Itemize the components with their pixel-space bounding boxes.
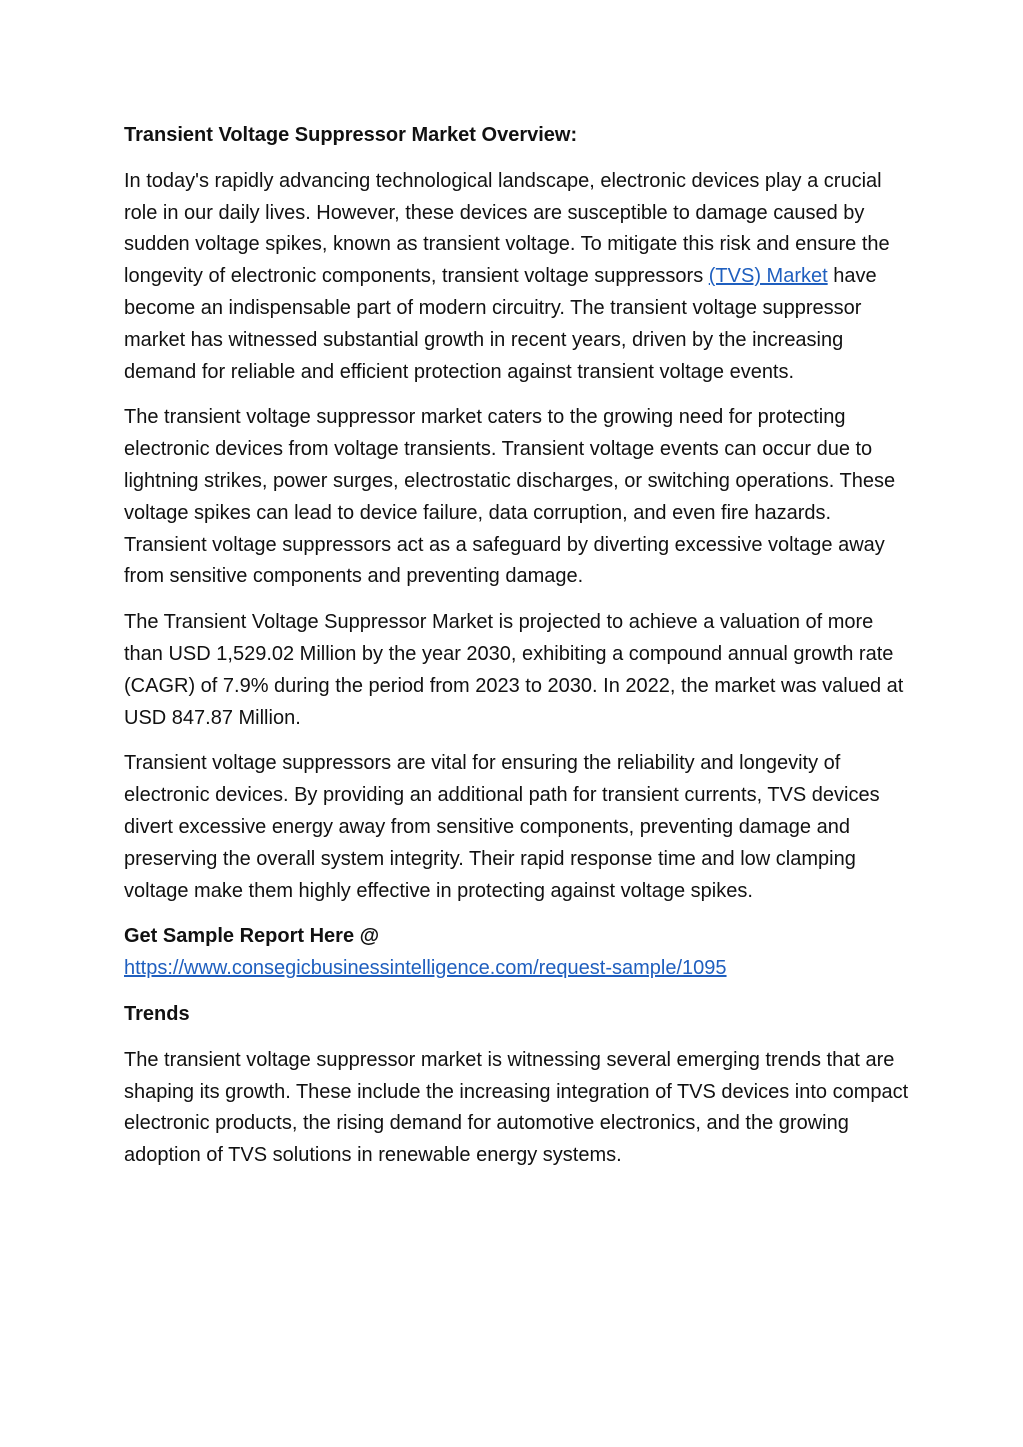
paragraph-intro-text-end: have become an indispensable part of modern circuitry. The transient voltage suppressor market has witnessed substantial growth in recent years, driven by the increasing demand for reliable and efficient protection against transient voltage events.: [124, 265, 877, 383]
sample-report-label: Get Sample Report Here @: [124, 925, 380, 948]
trends-heading: Trends: [124, 1002, 190, 1025]
document-page: [124, 120, 914, 1186]
sample-report-link[interactable]: https://www.consegicbusinessintelligence.com/request-sample/1095: [124, 957, 727, 980]
paragraph-market-need: The transient voltage suppressor market caters to the growing need for protecting electronic devices from voltage transients. Transient voltage events can occur due to lightning strikes, power surges, electrostatic discharges, or switching operations. These voltage spikes can lead to device failure, data corruption, and even fire hazards. Transient voltage suppressors act as a safeguard by diverting excessive voltage away from sensitive components and preventing damage.: [124, 406, 896, 588]
paragraph-importance: Transient voltage suppressors are vital for ensuring the reliability and longevity of electronic devices. By providing an additional path for transient currents, TVS devices divert excessive energy away from sensitive components, preventing damage and preserving the overall system integrity. Their rapid response time and low clamping voltage make them highly effective in protecting against voltage spikes.: [124, 752, 880, 902]
paragraph-trends: The transient voltage suppressor market is witnessing several emerging trends that are shaping its growth. These include the increasing integration of TVS devices into compact electronic products, the rising demand for automotive electronics, and the growing adoption of TVS solutions in renewable energy systems.: [124, 1048, 909, 1167]
paragraph-intro: [124, 166, 914, 389]
paragraph-intro-text-start: In today's rapidly advancing technological landscape, electronic devices play a crucial role in our daily lives. However, these devices are susceptible to damage caused by sudden voltage spikes, known as transient voltage. To mitigate this risk and ensure the longevity of electronic components, transient voltage suppressors: [124, 169, 890, 288]
document-title: Transient Voltage Suppressor Market Overview:: [124, 124, 578, 146]
tvs-market-link[interactable]: (TVS) Market: [708, 265, 828, 288]
sample-report-block: [124, 921, 914, 985]
paragraph-valuation: The Transient Voltage Suppressor Market is projected to achieve a valuation of more than USD 1,529.02 Million by the year 2030, exhibiting a compound annual growth rate (CAGR) of 7.9% during the period from 2023 to 2030. In 2022, the market was valued at USD 847.87 Million.: [124, 611, 904, 729]
